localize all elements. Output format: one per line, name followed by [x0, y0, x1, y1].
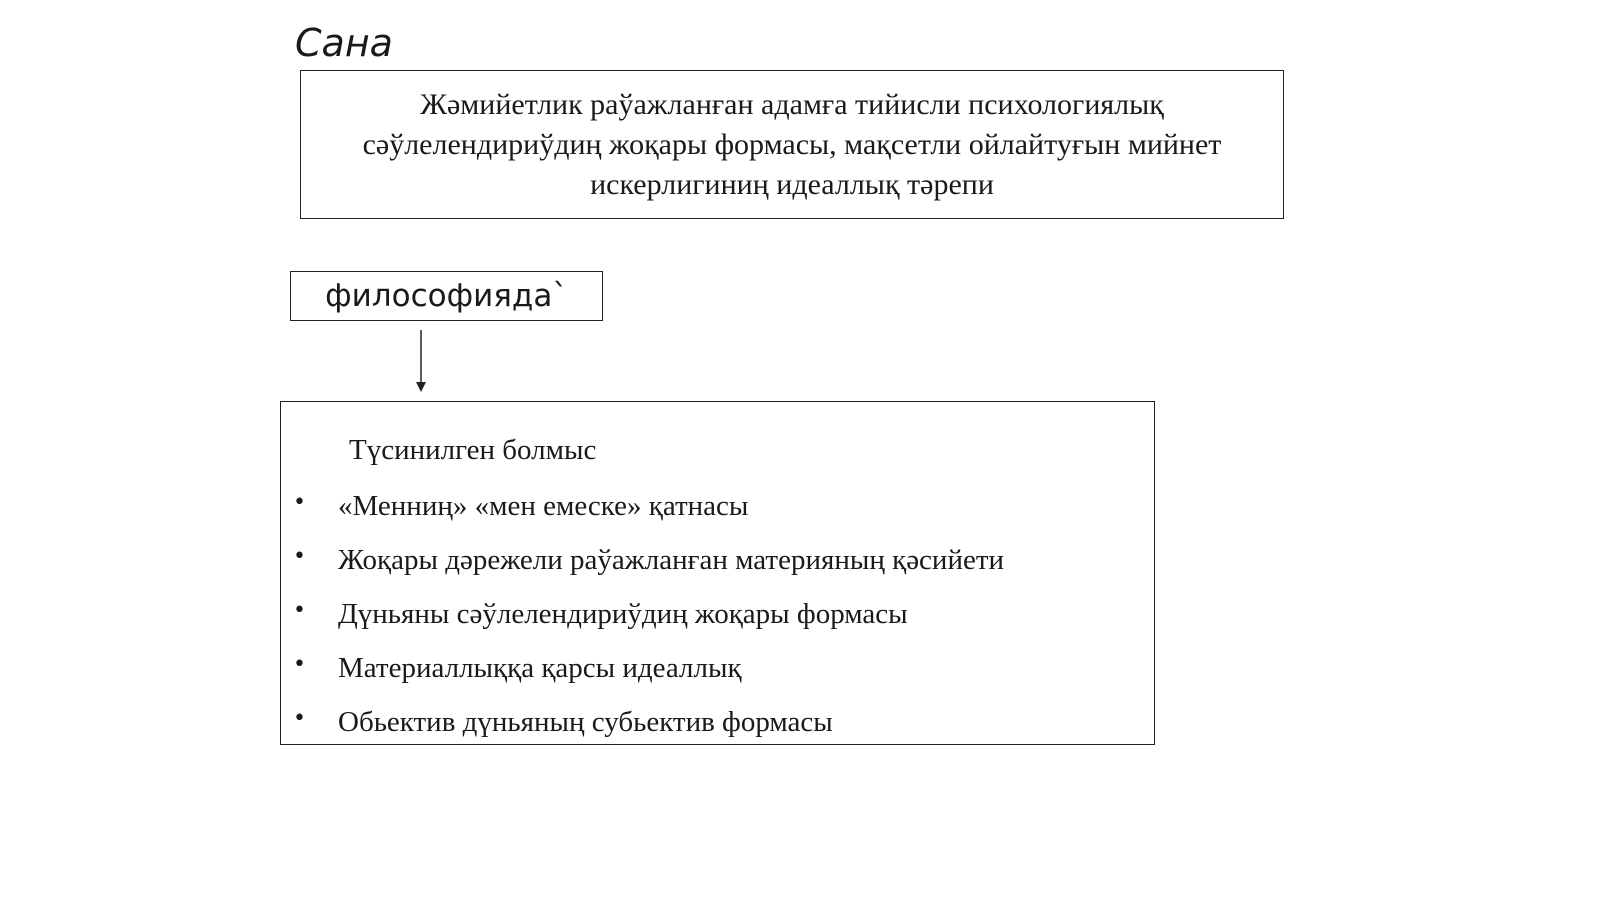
- list-item-text: Жоқары дәрежели раўажланған материяның қәсийети: [338, 544, 1005, 576]
- down-arrow-icon: [411, 330, 431, 394]
- bullet-icon: •: [293, 706, 306, 731]
- bullet-icon: •: [293, 598, 306, 623]
- list-heading: Түсинилген болмыс: [349, 434, 597, 466]
- list-item-text: Обьектив дүньяның субьектив формасы: [338, 706, 833, 738]
- bullet-icon: •: [293, 652, 306, 677]
- list-item-text: «Менниң» «мен емеске» қатнасы: [338, 490, 749, 522]
- bullet-icon: •: [293, 544, 306, 569]
- list-item-text: Дүньяны сәўлелендириўдиң жоқары формасы: [338, 598, 908, 630]
- bullet-icon: •: [293, 490, 306, 515]
- definition-box: [300, 70, 1284, 219]
- term-box: [290, 271, 603, 321]
- list-box: [280, 401, 1155, 745]
- slide-title: Сана: [295, 21, 393, 65]
- list-item-text: Материаллыққа қарсы идеаллық: [338, 652, 742, 684]
- definition-text: Жәмийетлик раўажланған адамға тийисли психологиялық сәўлелендириўдиң жоқары формасы, мақсетли ойлайтуғын мийнет искерлигиниң идеаллық тәрепи: [362, 87, 1222, 201]
- term-label: философияда`: [325, 278, 568, 314]
